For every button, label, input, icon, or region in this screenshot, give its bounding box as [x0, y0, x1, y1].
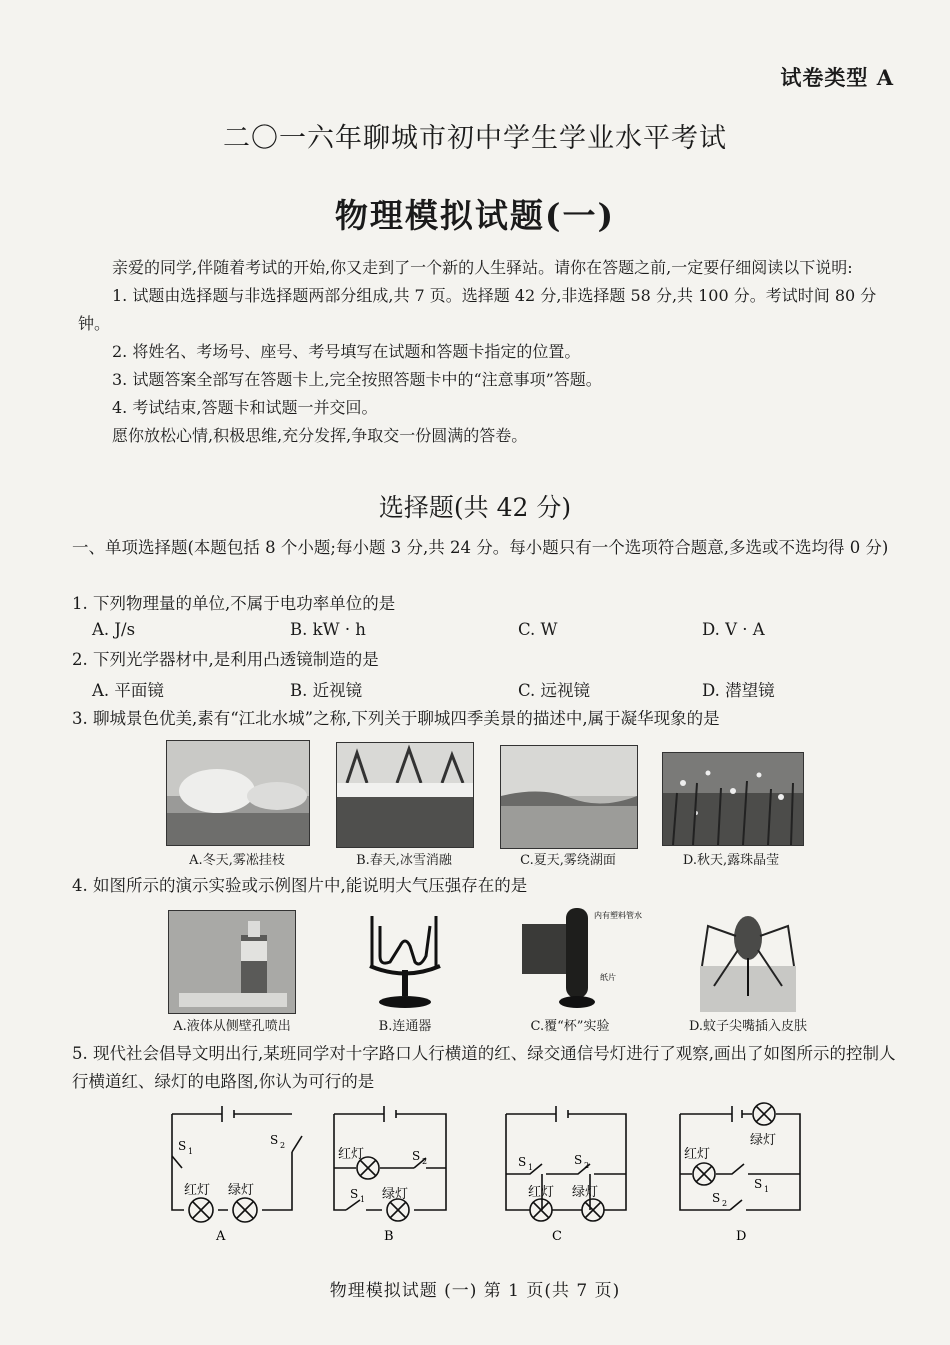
q5-a-s2-sub: 2	[280, 1141, 286, 1150]
q3-caption-b: B.春天,冰雪消融	[356, 853, 452, 868]
q3-photo-c	[500, 745, 638, 849]
q2-option-c: C. 远视镜	[518, 681, 591, 700]
paper-type-label: 试卷类型 A	[780, 65, 894, 90]
q4-figure-d	[700, 906, 796, 1012]
inverted-cup-image	[520, 904, 642, 1012]
q5-c-s1: S	[518, 1155, 527, 1169]
intro-rule-4: 4. 考试结束,答题卡和试题一并交回。	[112, 398, 378, 417]
q5-a-s2: S	[270, 1133, 279, 1147]
q5-d-s2-sub: 2	[722, 1199, 728, 1208]
q5-d-s2: S	[712, 1191, 721, 1205]
q3-photo-b	[336, 742, 474, 848]
q5-c-s2-sub: 2	[584, 1161, 590, 1170]
q4-stem: 4. 如图所示的演示实验或示例图片中,能说明大气压强存在的是	[72, 876, 528, 895]
q5-c-red-lamp: 红灯	[528, 1185, 555, 1200]
melting-snow-image	[337, 743, 473, 847]
q5-b-s1: S	[350, 1187, 359, 1201]
q5-circuit-b	[330, 1102, 460, 1244]
q3-stem: 3. 聊城景色优美,素有“江北水城”之称,下列关于聊城四季美景的描述中,属于凝华现象的是	[72, 709, 720, 728]
page-footer: 物理模拟试题 (一) 第 1 页(共 7 页)	[329, 1281, 621, 1301]
exam-title: 二〇一六年聊城市初中学生学业水平考试	[223, 123, 727, 154]
q2-stem: 2. 下列光学器材中,是利用凸透镜制造的是	[72, 650, 379, 669]
q3-photo-d	[662, 752, 804, 846]
q5-b-green-lamp: 绿灯	[382, 1187, 409, 1202]
q4-figure-b	[360, 906, 450, 1012]
intro-rule-3: 3. 试题答案全部写在答题卡上,完全按照答题卡中的“注意事项”答题。	[112, 370, 602, 389]
q3-caption-a: A.冬天,雾凇挂枝	[189, 853, 285, 868]
q4-caption-b: B.连通器	[378, 1019, 432, 1034]
q2-option-a: A. 平面镜	[92, 681, 164, 700]
q5-c-s1-sub: 1	[528, 1163, 534, 1172]
q3-photo-a	[166, 740, 310, 846]
q5-a-red-lamp: 红灯	[184, 1183, 211, 1198]
q5-circuit-d	[676, 1102, 806, 1244]
q5-d-s1: S	[754, 1177, 763, 1191]
q5-a-green-lamp: 绿灯	[228, 1183, 255, 1198]
part1-instructions: 一、单项选择题(本题包括 8 个小题;每小题 3 分,共 24 分。每小题只有一个选项符合题意,多选或不选均得 0 分)	[72, 538, 889, 557]
q4-c-label-2: 纸片	[600, 973, 616, 982]
q5-b-s2-sub: 2	[422, 1157, 428, 1166]
q3-caption-d: D.秋天,露珠晶莹	[682, 853, 780, 868]
mosquito-image	[700, 906, 796, 1012]
q1-option-a: A. J/s	[92, 620, 136, 639]
dewdrops-image	[663, 753, 803, 845]
bottle-experiment-image	[169, 911, 295, 1013]
q3-caption-c: C.夏天,雾绕湖面	[520, 853, 616, 868]
q5-b-red-lamp: 红灯	[338, 1147, 365, 1162]
q1-option-d: D. V · A	[702, 620, 765, 639]
q5-label-a: A	[216, 1229, 226, 1244]
intro-rule-2: 2. 将姓名、考场号、座号、考号填写在试题和答题卡指定的位置。	[112, 342, 581, 361]
q5-a-s1: S	[178, 1139, 187, 1153]
q5-d-green-lamp: 绿灯	[750, 1133, 777, 1148]
q1-option-c: C. W	[518, 620, 558, 639]
q5-circuit-c	[502, 1102, 632, 1244]
q5-c-green-lamp: 绿灯	[572, 1185, 599, 1200]
q5-label-d: D	[736, 1229, 747, 1244]
q4-caption-c: C.覆“杯”实验	[530, 1019, 610, 1034]
connected-vessels-image	[360, 906, 450, 1012]
q5-label-c: C	[552, 1229, 562, 1244]
q4-photo-a	[168, 910, 296, 1014]
q5-a-s1-sub: 1	[188, 1147, 194, 1156]
q2-option-d: D. 潜望镜	[702, 681, 775, 700]
q4-caption-d: D.蚊子尖嘴插入皮肤	[688, 1019, 808, 1034]
intro-greeting: 亲爱的同学,伴随着考试的开始,你又走到了一个新的人生驿站。请你在答题之前,一定要仔细阅读以下说明:	[112, 258, 853, 277]
q5-d-red-lamp: 红灯	[684, 1147, 711, 1162]
q5-stem: 5. 现代社会倡导文明出行,某班同学对十字路口人行横道的红、绿交通信号灯进行了观察,画出了如图所示的控制人行横道红、绿灯的电路图,你认为可行的是	[72, 1044, 896, 1091]
q4-c-label-1: 内有塑料管水	[594, 911, 642, 920]
q1-stem: 1. 下列物理量的单位,不属于电功率单位的是	[72, 594, 396, 613]
q5-c-s2: S	[574, 1153, 583, 1167]
intro-block	[78, 254, 898, 450]
intro-wish: 愿你放松心情,积极思维,充分发挥,争取交一份圆满的答卷。	[112, 426, 528, 445]
q5-label-b: B	[384, 1229, 394, 1244]
q5-circuit-a	[162, 1102, 302, 1244]
main-title: 物理模拟试题(一)	[334, 196, 616, 235]
rime-trees-image	[167, 741, 309, 845]
q4-caption-a: A.液体从侧壁孔喷出	[173, 1019, 291, 1034]
q5-b-s1-sub: 1	[360, 1195, 366, 1204]
intro-rule-1: 1. 试题由选择题与非选择题两部分组成,共 7 页。选择题 42 分,非选择题 58 分,共 100 分。考试时间 80 分钟。	[78, 286, 877, 333]
misty-lake-image	[501, 746, 637, 848]
q5-b-s2: S	[412, 1149, 421, 1163]
q1-option-b: B. kW · h	[290, 620, 366, 639]
q2-option-b: B. 近视镜	[290, 681, 363, 700]
section-title: 选择题(共 42 分)	[378, 493, 572, 522]
q4-figure-c	[520, 904, 642, 1012]
q5-d-s1-sub: 1	[764, 1185, 770, 1194]
